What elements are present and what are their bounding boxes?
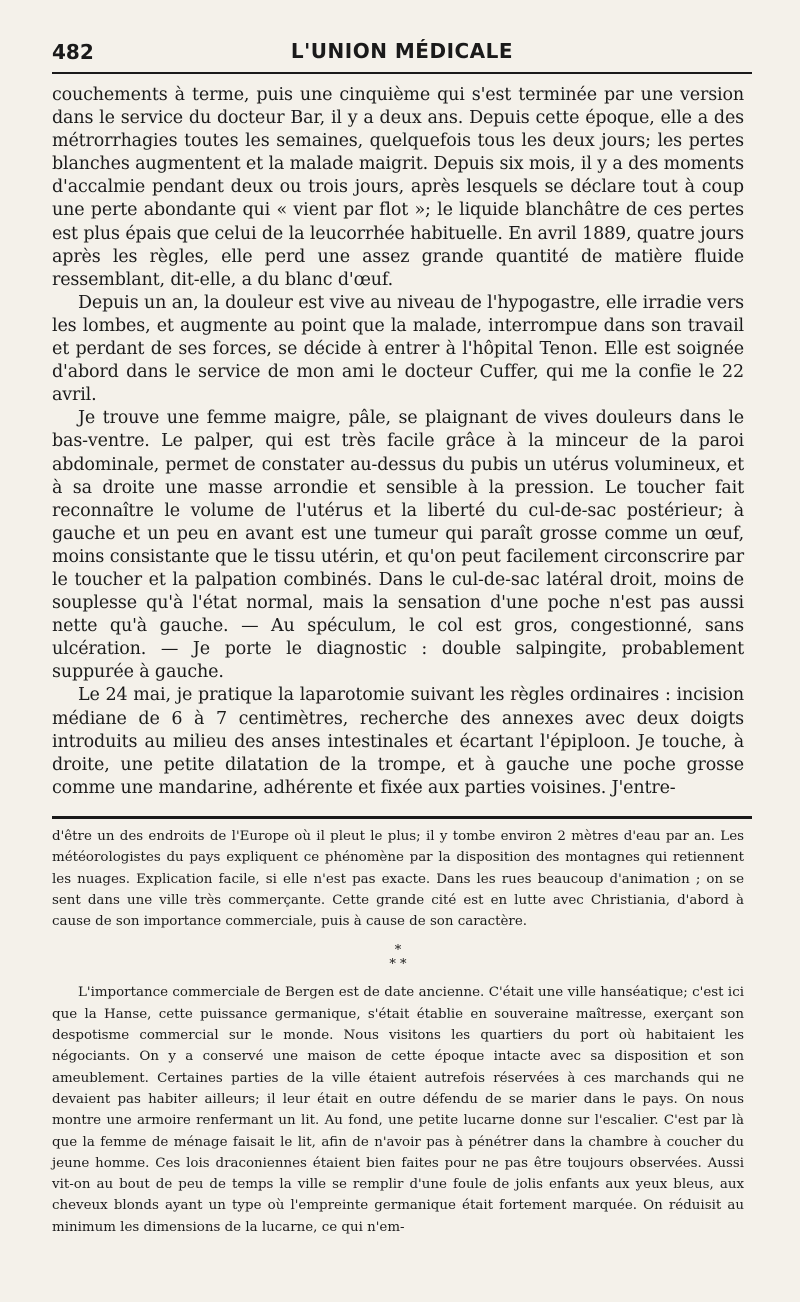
paragraph: Depuis un an, la douleur est vive au niveau de l'hypogastre, elle irradie vers les lombes, et augmente au point que la malade, interrompue dans son travail et perdant de ses forces, se décide à entrer à l'hôpital Tenon. Elle est soignée d'abord dans le service de mon ami le docteur Cuffer, qui me la confie le 22 avril. — [52, 292, 744, 406]
main-text — [52, 84, 744, 800]
paragraph: Le 24 mai, je pratique la laparotomie suivant les règles ordinaires : incision médiane de 6 à 7 centimètres, recherche des annexes avec deux doigts introduits au milieu des anses intestinales et écartant l'épiploon. Je touche, à droite, une petite dilatation de la trompe, et à gauche une poche grosse comme une mandarine, adhérente et fixée aux parties voisines. J'entre- — [52, 685, 744, 798]
paragraph: Je trouve une femme maigre, pâle, se plaignant de vives douleurs dans le bas-ventre. Le palper, qui est très facile grâce à la minceur de la paroi abdominale, permet de constater au-dessus du pubis un utérus volumineux, et à sa droite une masse arrondie et sensible à la pression. Le toucher fait reconnaître le volume de l'utérus et la liberté du cul-de-sac postérieur; à gauche et un peu en avant est une tumeur qui paraît grosse comme un œuf, moins consistante que le tissu utérin, et qu'on peut facilement circonscrire par le toucher et la palpation combinés. Dans le cul-de-sac latéral droit, moins de souplesse qu'à l'état normal, mais la sensation d'une poche n'est pas aussi nette qu'à gauche. — Au spéculum, le col est gros, congestionné, sans ulcération. — Je porte le diagnostic : double salpingite, probablement suppurée à gauche. — [52, 408, 744, 683]
feuilleton-text — [52, 826, 744, 1238]
asterism-top: * — [394, 943, 402, 959]
running-header — [52, 36, 752, 66]
asterism-bottom: * * — [389, 957, 407, 973]
asterism — [52, 944, 744, 972]
page-number: 482 — [52, 40, 94, 64]
feuilleton-paragraph: L'importance commerciale de Bergen est de date ancienne. C'était une ville hanséatique; c'est ici que la Hanse, cette puissance germanique, s'était établie en souveraine maîtresse, exerçant son despotisme commercial sur le monde. Nous visitons les quartiers du port où habitaient les négociants. On y a conservé une maison de cette époque intacte avec sa disposition et son ameublement. Certaines parties de la ville étaient autrefois réservées à ces marchands qui ne devaient pas habiter ailleurs; il leur était en outre défendu de se marier dans le pays. On nous montre une armoire renfermant un lit. Au fond, une petite lucarne donne sur l'escalier. C'est par là que la femme de ménage faisait le lit, afin de n'avoir pas à pénétrer dans la chambre à coucher du jeune homme. Ces lois draconiennes étaient bien faites pour ne pas être toujours observées. Aussi vit-on au bout de peu de temps la ville se remplir d'une foule de jolis enfants aux yeux bleus, aux cheveux blonds ayant un type où l'empreinte germanique était fortement marquée. On réduisit au minimum les dimensions de la lucarne, ce qui n'em- — [52, 985, 744, 1235]
paragraph: couchements à terme, puis une cinquième qui s'est terminée par une version dans le service du docteur Bar, il y a deux ans. Depuis cette époque, elle a des métrorrhagies toutes les semaines, quelquefois tous les deux jours; les pertes blanches augmentent et la malade maigrit. Depuis six mois, il y a des moments d'accalmie pendant deux ou trois jours, après lesquels se déclare tout à coup une perte abondante qui « vient par flot »; le liquide blanchâtre de ces pertes est plus épais que celui de la leucorrhée habituelle. En avril 1889, quatre jours après les règles, elle perd une assez grande quantité de matière fluide ressemblant, dit-elle, a du blanc d'œuf. — [52, 85, 744, 290]
feuilleton-rule — [52, 816, 752, 819]
running-title: L'UNION MÉDICALE — [290, 39, 514, 63]
header-rule — [52, 72, 752, 74]
feuilleton-paragraph: d'être un des endroits de l'Europe où il pleut le plus; il y tombe environ 2 mètres d'eau par an. Les météorologistes du pays expliquent ce phénomène par la disposition des montagnes qui retiennent les nuages. Explication facile, si elle n'est pas exacte. Dans les rues beaucoup d'animation ; on se sent dans une ville très commerçante. Cette grande cité est en lutte avec Christiania, d'abord à cause de son importance commerciale, puis à cause de son caractère. — [52, 829, 744, 930]
